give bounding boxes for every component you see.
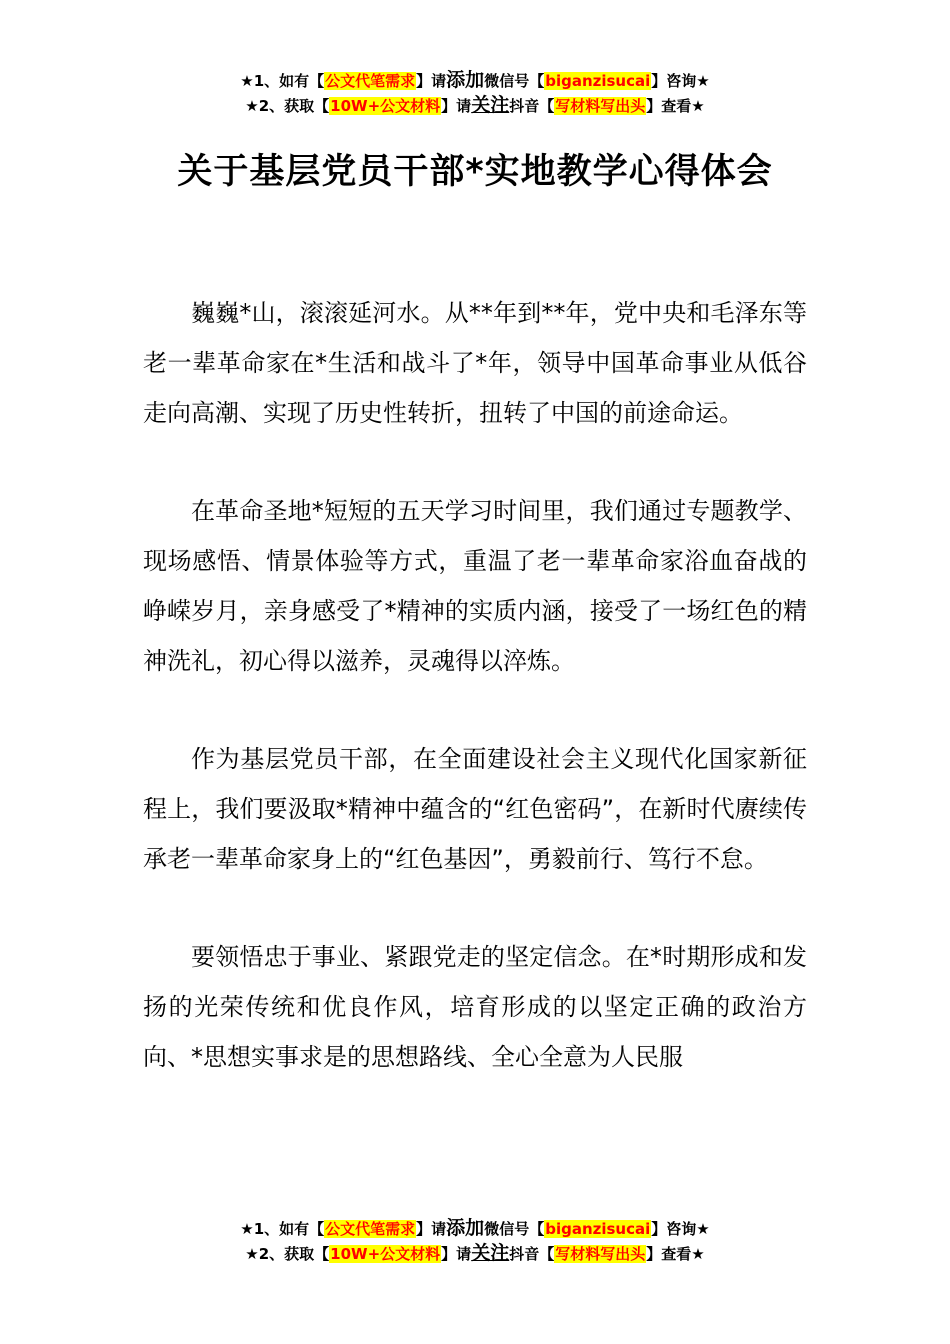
header-banner: [0, 68, 950, 118]
banner-text: 】请: [441, 97, 472, 115]
banner-text: 】查看: [646, 97, 692, 115]
banner-text: 微信号【: [484, 72, 545, 90]
paragraph: 要领悟忠于事业、紧跟党走的坚定信念。在*时期形成和发扬的光荣传统和优良作风，培育形成的以坚定正确的政治方向、*思想实事求是的思想路线、全心全意为人民服: [143, 943, 807, 1071]
banner-text: 微信号【: [484, 1220, 545, 1238]
banner-text: 】咨询: [651, 1220, 697, 1238]
banner-line-1: [0, 68, 950, 93]
banner-emphasis: 关注: [471, 94, 510, 116]
star-icon: ★: [240, 1220, 254, 1238]
star-icon: ★: [691, 97, 705, 115]
banner-text: 抖音【: [509, 97, 555, 115]
star-icon: ★: [245, 1245, 259, 1263]
banner-text: 抖音【: [509, 1245, 555, 1263]
banner-text: 】咨询: [651, 72, 697, 90]
banner-text: 2、获取【: [258, 97, 330, 115]
banner-text: 】请: [416, 72, 447, 90]
star-icon: ★: [245, 97, 259, 115]
highlight-materials: 10W+公文材料: [330, 97, 441, 115]
banner-line-1: [0, 1216, 950, 1241]
footer-banner: [0, 1216, 950, 1266]
highlight-douyin-account: 写材料写出头: [555, 1245, 646, 1263]
banner-emphasis: 添加: [446, 69, 485, 91]
highlight-service: 公文代笔需求: [325, 72, 416, 90]
highlight-service: 公文代笔需求: [325, 1220, 416, 1238]
banner-text: 1、如有【: [253, 72, 325, 90]
banner-text: 1、如有【: [253, 1220, 325, 1238]
banner-text: 】查看: [646, 1245, 692, 1263]
paragraph: 在革命圣地*短短的五天学习时间里，我们通过专题教学、现场感悟、情景体验等方式，重温了老一辈革命家浴血奋战的峥嵘岁月，亲身感受了*精神的实质内涵，接受了一场红色的精神洗礼，初心得以滋养，灵魂得以淬炼。: [143, 497, 807, 675]
banner-text: 】请: [416, 1220, 447, 1238]
highlight-wechat-id: biganzisucai: [545, 1220, 651, 1238]
document-body: [143, 288, 807, 1130]
paragraph: 作为基层党员干部，在全面建设社会主义现代化国家新征程上，我们要汲取*精神中蕴含的“红色密码”，在新时代赓续传承老一辈革命家身上的“红色基因”，勇毅前行、笃行不怠。: [143, 745, 807, 873]
highlight-douyin-account: 写材料写出头: [555, 97, 646, 115]
banner-emphasis: 添加: [446, 1217, 485, 1239]
highlight-wechat-id: biganzisucai: [545, 72, 651, 90]
star-icon: ★: [696, 72, 710, 90]
star-icon: ★: [240, 72, 254, 90]
banner-line-2: [0, 1241, 950, 1266]
paragraph: 巍巍*山，滚滚延河水。从**年到**年，党中央和毛泽东等老一辈革命家在*生活和战斗了*年，领导中国革命事业从低谷走向高潮、实现了历史性转折，扭转了中国的前途命运。: [143, 299, 807, 427]
star-icon: ★: [691, 1245, 705, 1263]
banner-line-2: [0, 93, 950, 118]
document-title: 关于基层党员干部*实地教学心得体会: [177, 152, 773, 192]
banner-emphasis: 关注: [471, 1242, 510, 1264]
star-icon: ★: [696, 1220, 710, 1238]
highlight-materials: 10W+公文材料: [330, 1245, 441, 1263]
banner-text: 2、获取【: [258, 1245, 330, 1263]
banner-text: 】请: [441, 1245, 472, 1263]
